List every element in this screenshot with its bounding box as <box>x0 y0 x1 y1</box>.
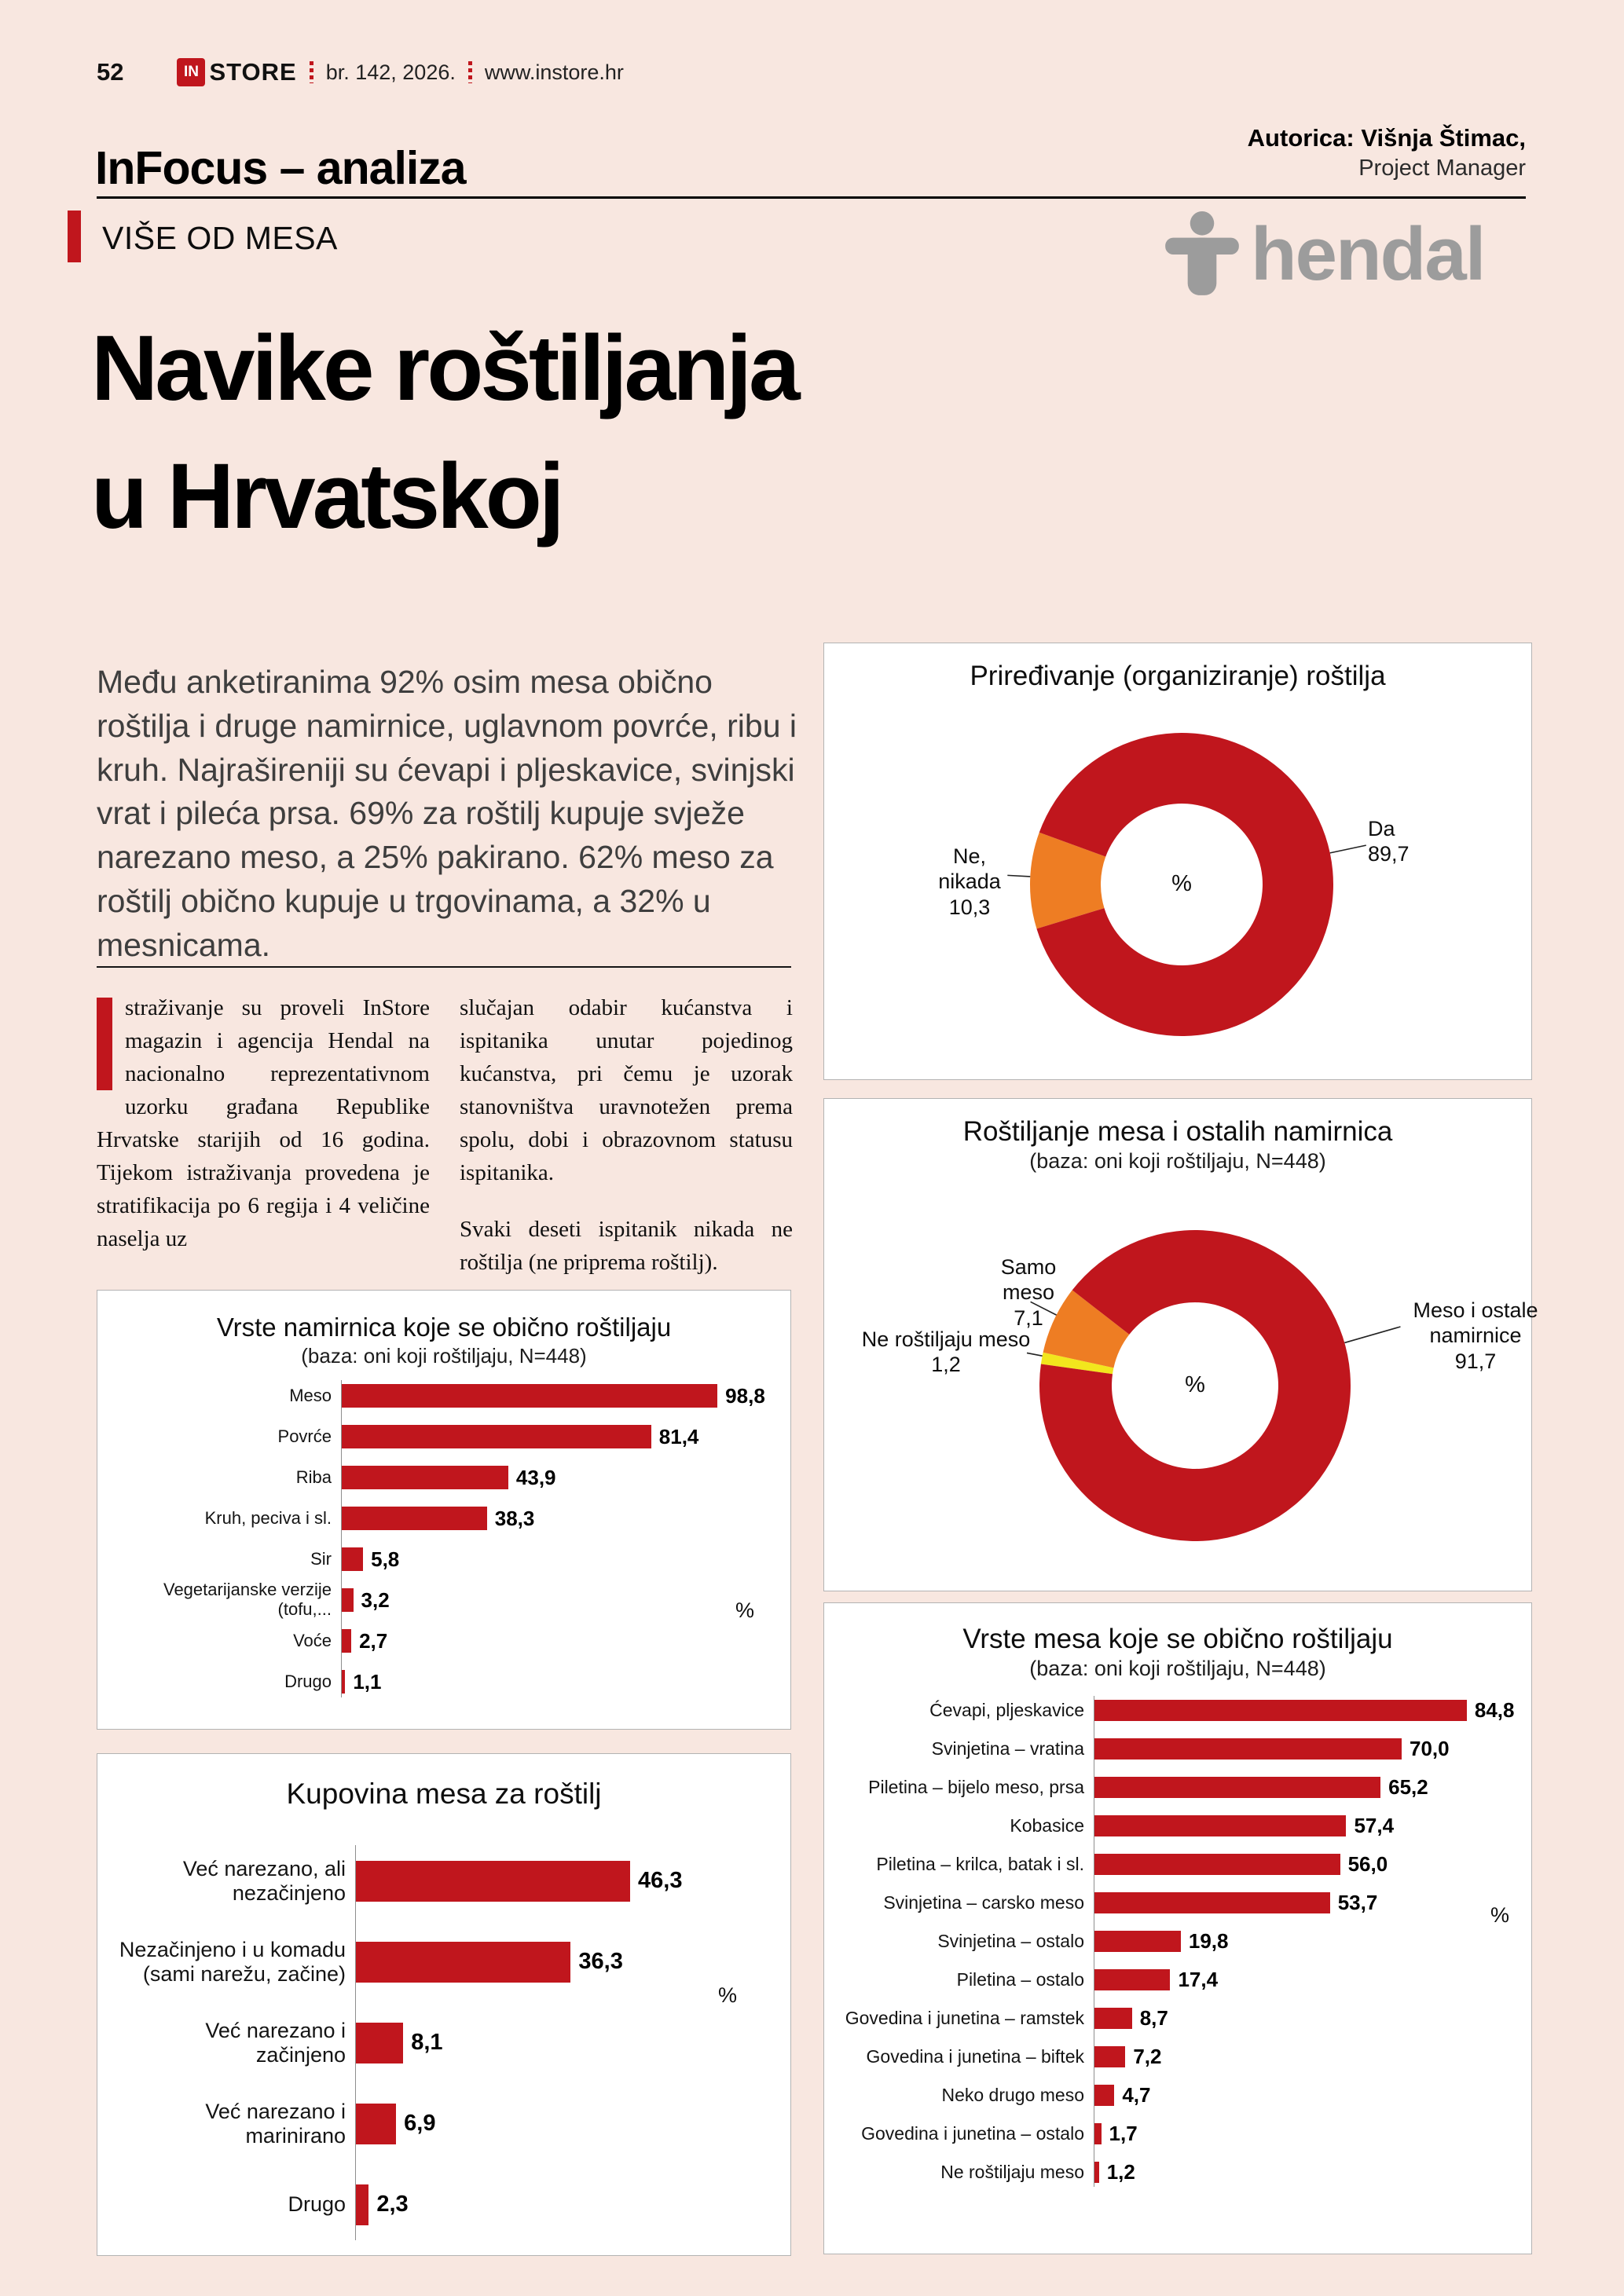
drop-cap-bar <box>97 998 112 1090</box>
bar-value: 2,3 <box>376 2192 409 2217</box>
bar-row <box>113 1416 776 1457</box>
bar <box>341 1384 717 1408</box>
bar-track <box>341 1425 776 1449</box>
headline-line-2: u Hrvatskoj <box>91 444 562 548</box>
donut-label-ne-nikada <box>920 844 1019 920</box>
axis-line <box>341 1380 342 1697</box>
donut-label-meso-i-ostale <box>1406 1298 1545 1374</box>
bar-label: Piletina – ostalo <box>956 1968 1084 1990</box>
bar-label: Govedina i junetina – biftek <box>866 2045 1084 2067</box>
bar-label: Kobasice <box>1010 1814 1084 1836</box>
unit-percent: % <box>1490 1903 1510 1927</box>
bar-label: Govedina i junetina – ostalo <box>861 2122 1084 2144</box>
hendal-person-icon <box>1161 211 1243 298</box>
slice-label: Meso i ostale namirnice <box>1413 1298 1538 1348</box>
bar-chart <box>113 1375 776 1702</box>
bar <box>1094 1777 1380 1798</box>
bar-label: Ne roštiljaju meso <box>940 2161 1084 2182</box>
bar-row <box>836 1691 1521 1730</box>
slice-label: Da <box>1368 817 1395 840</box>
bar-track <box>1094 2160 1521 2184</box>
website-url: www.instore.hr <box>484 60 624 84</box>
chart-box-food-types <box>97 1290 791 1730</box>
bar-label: Meso <box>289 1385 332 1405</box>
bar-label: Svinjetina – carsko meso <box>883 1891 1084 1913</box>
page-number: 52 <box>97 58 124 86</box>
bar-label: Nezačinjeno i u komadu (sami narežu, začine) <box>119 1938 346 1986</box>
bar <box>341 1507 487 1530</box>
chart-subtitle: (baza: oni koji roštiljaju, N=448) <box>1029 1657 1326 1680</box>
bar-label: Vegetarijanske verzije (tofu,... <box>163 1580 332 1619</box>
top-bar <box>97 57 624 88</box>
bar-value: 2,7 <box>359 1628 388 1653</box>
bar <box>1094 1738 1402 1760</box>
bar-label: Već narezano, ali nezačinjeno <box>182 1857 346 1905</box>
chart-box-organizing <box>823 643 1532 1080</box>
bar-label: Već narezano i začinjeno <box>205 2019 346 2067</box>
hendal-logo <box>1161 211 1484 298</box>
separator-icon <box>310 61 313 83</box>
bar <box>341 1588 354 1612</box>
bar-track <box>1094 2122 1521 2146</box>
bar-track <box>355 2184 778 2225</box>
kicker-bar <box>68 211 81 262</box>
body-text-3: Svaki deseti ispitanik nikada ne roštilja (ne priprema roštilj). <box>460 1217 793 1276</box>
bar-row <box>112 2083 778 2164</box>
bar-track <box>1094 1968 1521 1992</box>
bar-row <box>836 1922 1521 1961</box>
bar-value: 81,4 <box>658 1424 699 1448</box>
bar-label: Govedina i junetina – ramstek <box>845 2007 1084 2028</box>
bar-track <box>1094 1814 1521 1838</box>
bar <box>341 1425 651 1448</box>
bar <box>355 1861 630 1902</box>
bar-row <box>836 2076 1521 2115</box>
bar-value: 1,7 <box>1109 2122 1138 2145</box>
slice-label: Samo meso <box>1000 1255 1057 1305</box>
bar-track <box>355 2023 778 2063</box>
bar <box>1094 2162 1099 2183</box>
issue-number: br. 142, 2026. <box>325 60 456 84</box>
bar-track <box>355 1942 778 1983</box>
intro-paragraph: Među anketiranima 92% osim mesa obično roštilja i druge namirnice, uglavnom povrće, ribu i kruh. Najrašireniji su ćevapi i pljeskavice, svinjski vrat i pileća prsa. 69% za roštilj kupuje svježe narezano meso, a 25% pakirano. 62% meso za roštilj obično kupuje u trgovinama, a 32% u mesnicama. <box>97 664 797 963</box>
bar-track <box>1094 1775 1521 1800</box>
bar-row <box>112 1840 778 1921</box>
bar-value: 53,7 <box>1337 1891 1378 1914</box>
bar-row <box>113 1580 776 1620</box>
bar-chart <box>112 1840 778 2245</box>
bar-row <box>113 1498 776 1539</box>
bar <box>1094 2123 1102 2144</box>
body-text-1: straživanje su proveli InStore magazin i agencija Hendal na nacionalno reprezentativnom uzorku građana Republike Hrvatske starijih od 16 godina. Tijekom istraživanja provedena je stratifikacija po 6 regija i 4 veličine naselja uz <box>97 995 430 1252</box>
bar <box>355 2184 368 2225</box>
bar-row <box>113 1457 776 1498</box>
chart-box-meat-and-other <box>823 1098 1538 1591</box>
slice-value: 7,1 <box>1014 1305 1043 1330</box>
bar-row <box>836 1961 1521 1999</box>
bar-track <box>1094 1737 1521 1761</box>
bar-row <box>112 2164 778 2245</box>
author-block <box>974 124 1526 181</box>
bar-row <box>836 2153 1521 2192</box>
axis-line <box>355 1845 356 2240</box>
bar-label: Drugo <box>288 2192 346 2217</box>
bar-chart <box>836 1691 1521 2192</box>
hendal-wordmark: hendal <box>1251 212 1485 296</box>
chart-subtitle: (baza: oni koji roštiljaju, N=448) <box>1029 1149 1326 1173</box>
body-column-1 <box>97 991 430 1255</box>
instore-logo <box>177 58 296 86</box>
chart-title: Priređivanje (organiziranje) roštilja <box>970 661 1386 691</box>
headline <box>91 305 797 561</box>
instore-logo-badge: IN <box>177 58 205 86</box>
bar-value: 8,7 <box>1139 2006 1168 2030</box>
bar <box>355 2023 403 2063</box>
bar-track <box>341 1384 776 1408</box>
bar <box>1094 2008 1132 2029</box>
bar-label: Neko drugo meso <box>941 2084 1084 2105</box>
bar <box>1094 1854 1340 1875</box>
bar <box>1094 1700 1467 1721</box>
bar-row <box>836 1845 1521 1884</box>
bar-label: Već narezano i marinirano <box>205 2100 346 2148</box>
bar-track <box>1094 1852 1521 1877</box>
bar-value: 7,2 <box>1133 2045 1162 2068</box>
bar-value: 3,2 <box>361 1587 390 1612</box>
bar-track <box>1094 2006 1521 2031</box>
bar-value: 43,9 <box>515 1465 556 1489</box>
chart-title: Vrste mesa koje se obično roštiljaju <box>962 1624 1393 1654</box>
author-name: Autorica: Višnja Štimac, <box>1247 124 1526 152</box>
kicker: VIŠE OD MESA <box>102 220 338 256</box>
bar-track <box>355 1861 778 1902</box>
chart-title: Vrste namirnica koje se obično roštiljaju <box>216 1313 672 1342</box>
unit-percent: % <box>718 1983 738 2007</box>
column-divider <box>97 966 791 968</box>
body-column-2 <box>460 991 793 1279</box>
bar-track <box>355 2104 778 2144</box>
bar-label: Piletina – krilca, batak i sl. <box>876 1853 1084 1874</box>
chart-subtitle: (baza: oni koji roštiljaju, N=448) <box>301 1344 587 1368</box>
bar-label: Svinjetina – ostalo <box>937 1930 1084 1951</box>
bar-row <box>112 1921 778 2002</box>
bar-label: Piletina – bijelo meso, prsa <box>868 1776 1084 1797</box>
bar-label: Svinjetina – vratina <box>931 1738 1084 1759</box>
bar-track <box>341 1629 776 1653</box>
bar-row <box>836 1807 1521 1845</box>
slice-value: 89,7 <box>1368 842 1410 866</box>
bar <box>1094 2046 1125 2067</box>
bar-label: Voće <box>293 1630 332 1650</box>
bar-value: 57,4 <box>1354 1814 1395 1837</box>
bar <box>1094 1969 1170 1990</box>
bar-row <box>113 1539 776 1580</box>
bar-row <box>112 2002 778 2083</box>
instore-logo-text: STORE <box>209 58 297 86</box>
bar-value: 38,3 <box>494 1506 535 1530</box>
bar-row <box>836 1768 1521 1807</box>
slice-value: 10,3 <box>948 895 991 919</box>
donut-label-da <box>1368 816 1470 867</box>
bar-row <box>836 1884 1521 1922</box>
bar-row <box>113 1375 776 1416</box>
donut-label-ne-rostiljaju <box>848 1327 1044 1378</box>
bar-label: Drugo <box>284 1671 332 1691</box>
bar-track <box>1094 2045 1521 2069</box>
header-rule <box>97 196 1526 199</box>
bar-value: 56,0 <box>1347 1852 1388 1876</box>
bar-value: 19,8 <box>1188 1929 1229 1953</box>
bar-track <box>1094 2083 1521 2107</box>
bar-row <box>836 1730 1521 1768</box>
bar-value: 65,2 <box>1388 1775 1428 1799</box>
bar-value: 1,2 <box>1106 2160 1135 2184</box>
bar-value: 5,8 <box>371 1547 400 1571</box>
bar <box>1094 1931 1181 1952</box>
unit-percent: % <box>735 1598 755 1622</box>
chart-box-meat-types <box>823 1602 1532 2254</box>
bar-label: Kruh, peciva i sl. <box>204 1507 332 1528</box>
bar <box>341 1629 351 1653</box>
bar-label: Ćevapi, pljeskavice <box>929 1699 1084 1720</box>
bar-value: 70,0 <box>1410 1737 1450 1760</box>
bar-track <box>341 1588 776 1613</box>
bar-value: 8,1 <box>411 2030 443 2055</box>
bar-value: 4,7 <box>1122 2083 1151 2107</box>
bar-track <box>341 1547 776 1572</box>
donut-label-samo-meso <box>973 1254 1083 1331</box>
bar-label: Riba <box>295 1467 332 1487</box>
slice-value: 91,7 <box>1454 1349 1497 1373</box>
bar-label: Sir <box>310 1548 332 1569</box>
bar-track <box>341 1670 776 1694</box>
bar-value: 98,8 <box>725 1383 765 1408</box>
bar <box>1094 1892 1330 1913</box>
chart-title: Kupovina mesa za roštilj <box>286 1778 602 1810</box>
leader-line <box>1330 845 1366 853</box>
bar-row <box>836 2115 1521 2153</box>
donut-center-label: % <box>1171 871 1192 896</box>
chart-box-meat-purchase <box>97 1753 791 2256</box>
slice-value: 1,2 <box>931 1353 961 1377</box>
bar-row <box>836 2038 1521 2076</box>
bar-label: Povrće <box>277 1426 332 1446</box>
headline-line-1: Navike roštiljanja <box>91 317 797 420</box>
slice-label: Ne, nikada <box>938 844 1001 894</box>
bar-track <box>341 1507 776 1531</box>
bar-value: 1,1 <box>353 1669 382 1694</box>
bar <box>1094 2085 1114 2106</box>
chart-title: Roštiljanje mesa i ostalih namirnica <box>962 1116 1393 1147</box>
bar <box>355 2104 396 2144</box>
body-text-2: slučajan odabir kućanstva i ispitanika unutar pojedinog kućanstva, pri čemu je uzorak stanovništva uravnotežen prema spolu, dobi i obrazovnom statusu ispitanika. <box>460 995 793 1186</box>
slice-label: Ne roštiljaju meso <box>861 1327 1031 1351</box>
bar-track <box>341 1466 776 1490</box>
bar-value: 17,4 <box>1178 1968 1219 1991</box>
bar <box>341 1466 508 1489</box>
bar <box>341 1547 363 1571</box>
section-title: InFocus – analiza <box>95 141 466 194</box>
bar-value: 6,9 <box>404 2111 436 2136</box>
bar-track <box>1094 1929 1521 1954</box>
bar <box>1094 1815 1346 1836</box>
leader-line <box>1344 1327 1400 1342</box>
bar-value: 84,8 <box>1474 1698 1515 1722</box>
bar-row <box>836 1999 1521 2038</box>
bar-row <box>113 1620 776 1661</box>
bar-track <box>1094 1891 1521 1915</box>
bar-value: 46,3 <box>638 1868 683 1893</box>
bar <box>355 1942 570 1983</box>
bar-row <box>113 1661 776 1702</box>
separator-icon <box>468 61 472 83</box>
bar-value: 36,3 <box>578 1949 623 1974</box>
bar-track <box>1094 1698 1521 1723</box>
author-role: Project Manager <box>1358 156 1526 181</box>
donut-center-label: % <box>1185 1372 1205 1397</box>
